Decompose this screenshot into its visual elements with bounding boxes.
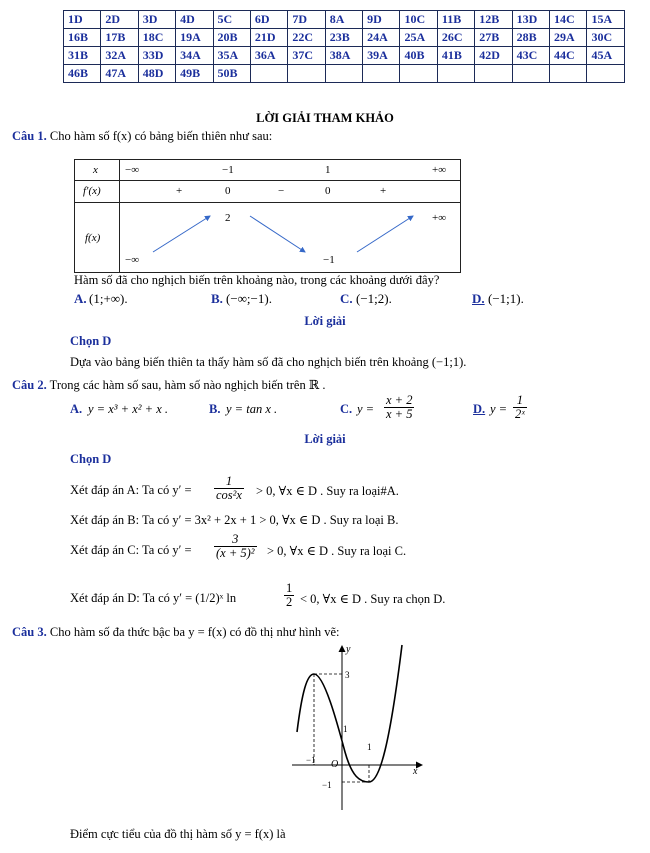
page-title: LỜI GIẢI THAM KHẢO [256, 111, 394, 125]
answer-cell: 4D [176, 11, 213, 29]
vt-sign: − [278, 185, 285, 197]
option-label: B. [209, 402, 221, 416]
answer-cell: 28B [512, 29, 549, 47]
x-tick-label: 1 [367, 742, 372, 752]
option-value: y = x³ + x² + x . [88, 402, 168, 416]
numerator: 1 [286, 581, 293, 595]
answer-cell: 37C [288, 47, 325, 65]
answer-cell: 1D [64, 11, 101, 29]
option-label: A. [74, 291, 87, 306]
vt-x-value: −∞ [125, 164, 140, 176]
answer-row [64, 47, 625, 65]
variation-table [74, 159, 461, 273]
answer-cell: 6D [250, 11, 287, 29]
vt-x-value: +∞ [432, 164, 447, 176]
denominator: cos²x [216, 488, 242, 502]
line-text: Xét đáp án D: Ta có y′ = (1/2)ˣ ln [70, 591, 237, 605]
line-text: > 0, ∀x ∈ D . Suy ra loại C. [267, 544, 407, 558]
y-tick-label: −1 [322, 780, 332, 790]
question-2-options [70, 393, 630, 432]
denominator: 2ˣ [515, 407, 525, 421]
numerator: x + 2 [386, 393, 413, 407]
answer-cell: 25A [400, 29, 437, 47]
answer-cell: 5C [213, 11, 250, 29]
answer-row [64, 11, 625, 29]
x-tick-label: −1 [306, 755, 316, 765]
solution-heading: Lời giải [304, 432, 346, 446]
answer-cell: 45A [587, 47, 625, 65]
answer-cell: 2D [101, 11, 138, 29]
answer-cell [587, 65, 625, 83]
x-axis-label: x [413, 766, 418, 777]
answer-cell: 21D [250, 29, 287, 47]
answer-cell: 43C [512, 47, 549, 65]
question-2-label: Câu 2. [12, 378, 47, 392]
answer-cell: 35A [213, 47, 250, 65]
answer-cell: 22C [288, 29, 325, 47]
numerator: 1 [513, 394, 527, 408]
answer-cell: 10C [400, 11, 437, 29]
answer-cell: 39A [363, 47, 400, 65]
answer-cell: 31B [64, 47, 101, 65]
option-value: y = [490, 402, 508, 416]
answer-cell [400, 65, 437, 83]
answer-cell: 12B [475, 11, 512, 29]
answer-cell: 19A [176, 29, 213, 47]
numerator: 3 [214, 533, 257, 547]
question-1-text: Cho hàm số f(x) có bảng biến thiên như sau: [49, 129, 273, 143]
answer-cell: 50B [213, 65, 250, 83]
check-option-a [70, 475, 630, 505]
solution-heading: Lời giải [304, 314, 346, 328]
vt-x-value: 1 [325, 164, 331, 176]
question-3-text: Cho hàm số đa thức bậc ba y = f(x) có đồ thị như hình vẽ: [49, 625, 340, 639]
answer-row [64, 29, 625, 47]
option-label: A. [70, 402, 83, 416]
question-3-prompt: Điểm cực tiểu của đồ thị hàm số y = f(x) là [70, 827, 286, 841]
answer-cell: 29A [550, 29, 587, 47]
question-1 [12, 129, 272, 144]
line-text: Xét đáp án A: Ta có y′ = [70, 483, 192, 497]
answer-cell: 27B [475, 29, 512, 47]
fraction [214, 533, 257, 560]
check-option-b: Xét đáp án B: Ta có y′ = 3x² + 2x + 1 > 0, ∀x ∈ D . Suy ra loại B. [70, 513, 399, 527]
line-text: < 0, ∀x ∈ D . Suy ra chọn D. [300, 592, 446, 606]
answer-cell: 8A [325, 11, 362, 29]
answer-cell: 18C [138, 29, 175, 47]
vt-fprime-label: f′(x) [83, 185, 101, 197]
answer-cell [363, 65, 400, 83]
check-option-c [70, 533, 630, 569]
answer-cell: 20B [213, 29, 250, 47]
option-c-fraction [384, 394, 414, 421]
answer-cell: 23B [325, 29, 362, 47]
vt-f-label: f(x) [85, 232, 101, 244]
answer-cell: 9D [363, 11, 400, 29]
answer-cell [288, 65, 325, 83]
answer-cell: 3D [138, 11, 175, 29]
vt-f-value: +∞ [432, 212, 447, 224]
answer-cell: 38A [325, 47, 362, 65]
vt-sign: + [176, 185, 183, 197]
answer-cell: 30C [587, 29, 625, 47]
vt-x-label: x [93, 164, 98, 176]
answer-cell: 33D [138, 47, 175, 65]
answer-cell: 48D [138, 65, 175, 83]
option-value: y = [357, 402, 375, 416]
answer-row [64, 65, 625, 83]
answer-cell: 36A [250, 47, 287, 65]
check-option-d [70, 580, 630, 616]
question-2-text: Trong các hàm số sau, hàm số nào nghịch biến trên ℝ . [49, 378, 326, 392]
vt-f-value: −∞ [125, 254, 140, 266]
answer-cell: 14C [550, 11, 587, 29]
question-2 [12, 377, 326, 393]
origin-label: O [331, 759, 339, 770]
cubic-graph [282, 642, 432, 812]
option-value: (−1;1). [488, 291, 524, 306]
answer-cell [475, 65, 512, 83]
answer-cell: 13D [512, 11, 549, 29]
fraction [284, 582, 294, 609]
y-axis-label: y [346, 644, 351, 655]
option-d-fraction [513, 394, 527, 421]
question-3 [12, 625, 340, 640]
vt-x-value: −1 [222, 164, 234, 176]
line-text: > 0, ∀x ∈ D . Suy ra loại#A. [256, 484, 399, 498]
answer-cell [437, 65, 474, 83]
answer-cell [250, 65, 287, 83]
vt-f-value: −1 [323, 254, 335, 266]
chosen-answer: Chọn D [70, 452, 112, 466]
answer-cell: 49B [176, 65, 213, 83]
vt-sign: 0 [325, 185, 331, 197]
answer-cell: 34A [176, 47, 213, 65]
denominator: (x + 5)² [216, 546, 255, 560]
answer-cell: 11B [437, 11, 474, 29]
variation-arrows [75, 160, 460, 272]
question-1-label: Câu 1. [12, 129, 47, 143]
option-value: (−∞;−1). [226, 291, 272, 306]
answer-key-table [63, 10, 625, 83]
fraction [214, 475, 244, 502]
answer-cell: 44C [550, 47, 587, 65]
numerator: 1 [214, 475, 244, 489]
denominator: x + 5 [386, 407, 413, 421]
answer-cell: 26C [437, 29, 474, 47]
answer-cell: 47A [101, 65, 138, 83]
answer-cell: 17B [101, 29, 138, 47]
solution-explanation: Dựa vào bảng biến thiên ta thấy hàm số đã cho nghịch biến trên khoảng (−1;1). [70, 355, 467, 369]
answer-cell: 16B [64, 29, 101, 47]
vt-sign: + [380, 185, 387, 197]
option-label: C. [340, 402, 353, 416]
option-value: y = tan x . [226, 402, 278, 416]
option-value: (1;+∞). [89, 291, 128, 306]
answer-cell: 40B [400, 47, 437, 65]
option-label: D. [472, 291, 485, 306]
vt-f-value: 2 [225, 212, 231, 224]
question-1-prompt: Hàm số đã cho nghịch biến trên khoảng nào, trong các khoảng dưới đây? [74, 273, 440, 287]
y-tick-label: 1 [343, 724, 348, 734]
answer-cell: 46B [64, 65, 101, 83]
vt-sign: 0 [225, 185, 231, 197]
option-value: (−1;2). [356, 291, 392, 306]
question-3-label: Câu 3. [12, 625, 47, 639]
answer-cell [512, 65, 549, 83]
denominator: 2 [286, 595, 293, 609]
option-label: C. [340, 291, 353, 306]
answer-cell [325, 65, 362, 83]
option-label: B. [211, 291, 223, 306]
answer-cell: 41B [437, 47, 474, 65]
answer-cell: 15A [587, 11, 625, 29]
answer-cell: 24A [363, 29, 400, 47]
chosen-answer: Chọn D [70, 334, 112, 348]
answer-cell: 32A [101, 47, 138, 65]
answer-cell [550, 65, 587, 83]
answer-cell: 7D [288, 11, 325, 29]
line-text: Xét đáp án C: Ta có y′ = [70, 543, 192, 557]
answer-cell: 42D [475, 47, 512, 65]
y-tick-label: 3 [345, 670, 350, 680]
option-label: D. [473, 402, 486, 416]
